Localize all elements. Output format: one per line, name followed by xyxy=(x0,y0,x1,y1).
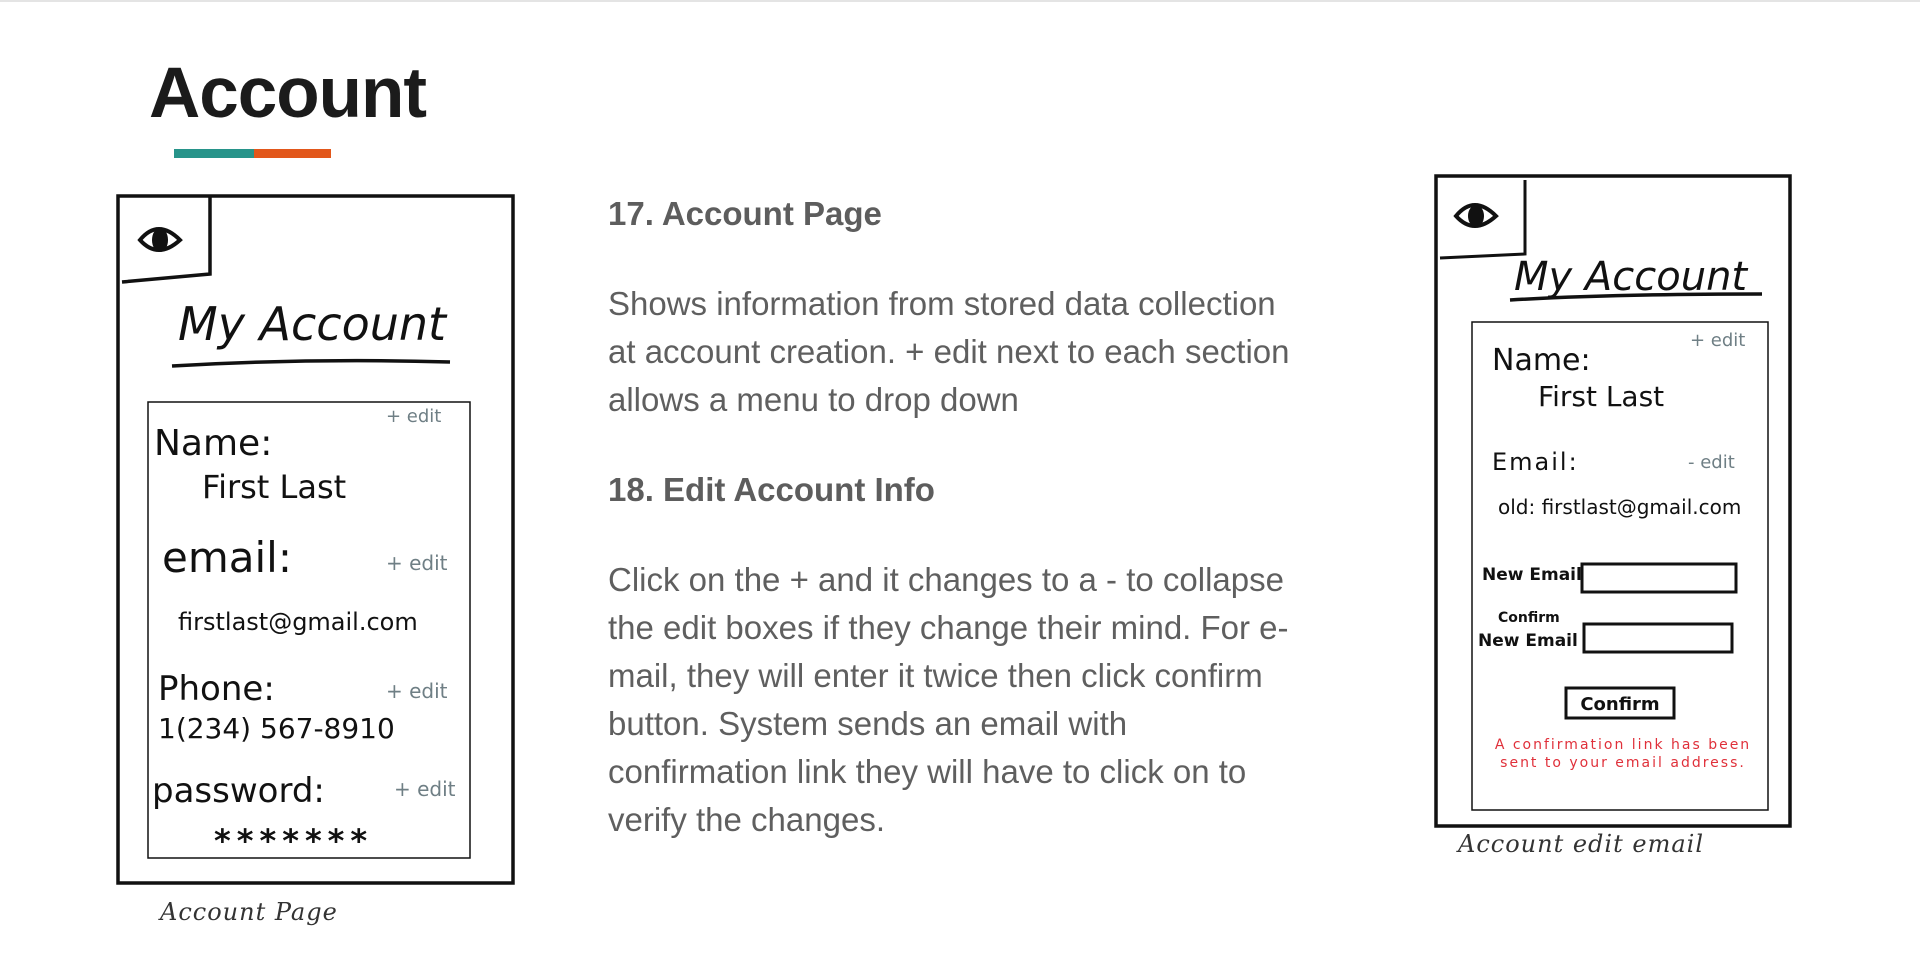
field-password-value: ******* xyxy=(214,822,374,860)
edit-email-link[interactable]: + edit xyxy=(386,551,448,575)
sketch-header: My Account xyxy=(178,297,447,351)
name-value: First Last xyxy=(1538,380,1665,413)
confirm-email-label-2: New Email xyxy=(1478,631,1578,651)
accent-bar-teal xyxy=(174,149,254,158)
account-page-caption: Account Page xyxy=(160,898,338,926)
eye-icon xyxy=(140,228,180,252)
edit-name-link[interactable]: + edit xyxy=(1690,330,1746,351)
field-email-label: email: xyxy=(162,533,292,582)
sketch-header: My Account xyxy=(1514,254,1748,300)
section-body-edit-account: Click on the + and it changes to a - to collapse the edit boxes if they change their mind. For e-mail, they will enter it twice then click confirm button. System sends an email with confirmation link they will have to click on to verify the changes. xyxy=(608,561,1289,838)
new-email-label: New Email xyxy=(1482,565,1582,585)
section-heading-edit-account: 18. Edit Account Info xyxy=(608,471,935,508)
collapse-email-link[interactable]: - edit xyxy=(1688,452,1735,473)
edit-password-link[interactable]: + edit xyxy=(394,777,456,801)
confirm-button-label: Confirm xyxy=(1580,694,1660,715)
eye-icon xyxy=(1456,205,1496,227)
edit-phone-link[interactable]: + edit xyxy=(386,679,448,703)
field-name-value: First Last xyxy=(202,468,347,506)
confirm-email-input[interactable] xyxy=(1584,624,1732,652)
header-underline xyxy=(172,361,450,366)
confirmation-notice-box xyxy=(1478,736,1768,796)
field-password-label: password: xyxy=(152,771,325,811)
section-body-account-page: Shows information from stored data collection at account creation. + edit next to each section allows a menu to drop down xyxy=(608,285,1290,418)
new-email-input[interactable] xyxy=(1582,564,1736,592)
email-old-value: old: firstlast@gmail.com xyxy=(1498,495,1742,519)
edit-name-link[interactable]: + edit xyxy=(386,406,442,427)
edit-email-caption: Account edit email xyxy=(1458,830,1704,858)
page-title: Account xyxy=(149,54,426,133)
field-phone-label: Phone: xyxy=(158,669,275,709)
accent-bar-orange xyxy=(254,149,331,158)
field-email-value: firstlast@gmail.com xyxy=(178,608,418,636)
edit-email-sketch xyxy=(1430,170,1800,830)
field-name-label: Name: xyxy=(154,423,273,464)
field-phone-value: 1(234) 567-8910 xyxy=(158,712,395,745)
top-divider xyxy=(0,0,1920,2)
section-heading-account-page: 17. Account Page xyxy=(608,195,882,232)
email-label: Email: xyxy=(1492,448,1579,476)
account-page-sketch xyxy=(110,190,530,950)
confirm-email-label-1: Confirm xyxy=(1498,610,1560,626)
confirmation-notice: A confirmation link has been sent to your email address. xyxy=(1494,737,1752,771)
name-label: Name: xyxy=(1492,343,1591,378)
